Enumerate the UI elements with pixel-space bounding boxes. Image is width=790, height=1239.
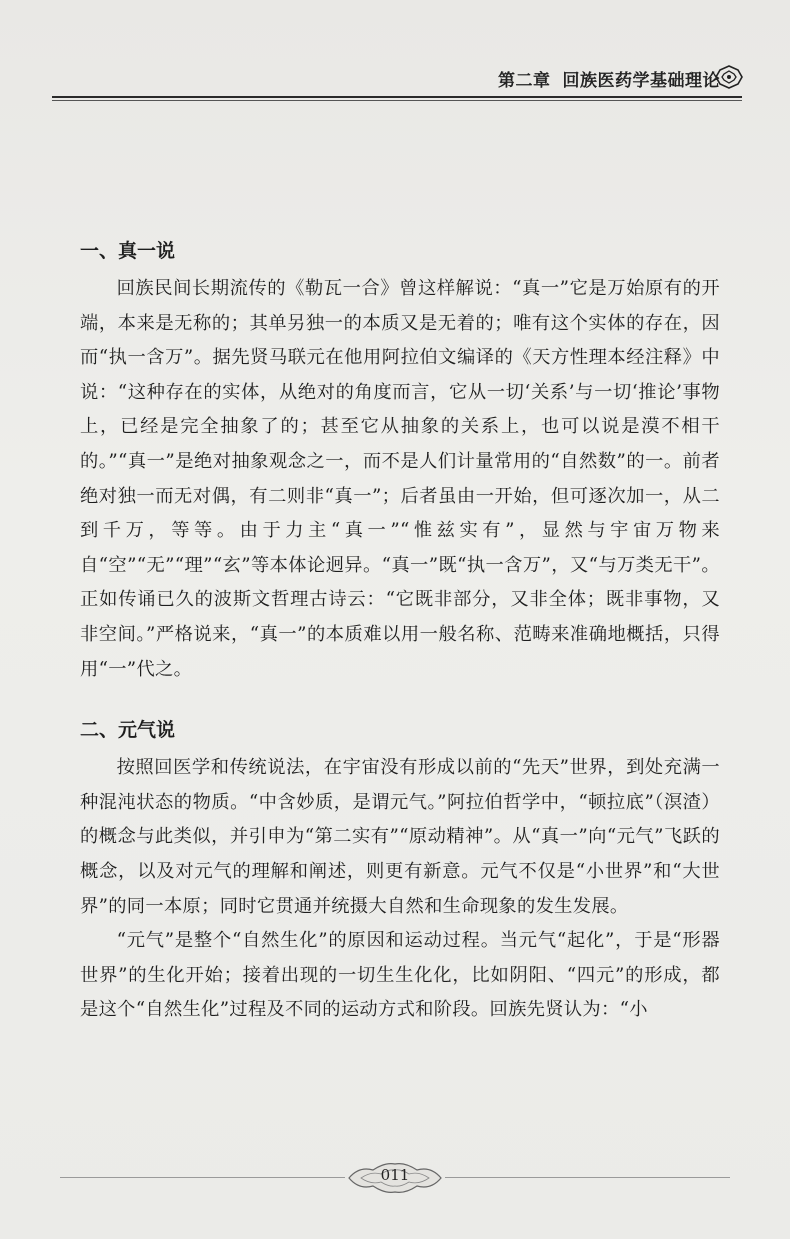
page-number: 011 bbox=[380, 1166, 410, 1184]
paragraph: “元气”是整个“自然生化”的原因和运动过程。当元气“起化”，于是“形器世界”的生化开始；接着出现的一切生生化化，比如阴阳、“四元”的形成，都是这个“自然生化”过程及不同的运动方式和阶段。回族先贤认为：“小 bbox=[80, 930, 720, 1021]
paragraph: 回族民间长期流传的《勒瓦一合》曾这样解说：“真一”它是万始原有的开端，本来是无称的；其单另独一的本质又是无着的；唯有这个实体的存在，因而“执一含万”。据先贤马联元在他用阿拉伯文编译的《天方性理本经注释》中说：“这种存在的实体，从绝对的角度而言，它从一切‘关系’与一切‘推论’事物上，已经是完全抽象了的；甚至它从抽象的关系上，也可以说是漠不相干的。”“真一”是绝对抽象观念之一，而不是人们计量常用的“自然数”的一。前者绝对独一而无对偶，有二则非“真一”；后者虽由一开始，但可逐次加一，从二到千万，等等。由于力主“真一”“惟兹实有”，显然与宇宙万物来自“空”“无”“理”“玄”等本体论迥异。“真一”既“执一含万”，又“与万类无干”。正如传诵已久的波斯文哲理古诗云：“它既非部分，又非全体；既非事物，又非空间。”严格说来，“真一”的本质难以用一般名称、范畴来准确地概括，只得用“一”代之。 bbox=[80, 278, 720, 680]
header-chapter: 第二章 bbox=[498, 71, 551, 91]
header-ornament-icon bbox=[714, 64, 744, 90]
page-footer bbox=[0, 1160, 790, 1200]
page-body bbox=[80, 236, 720, 1028]
header-title bbox=[498, 66, 720, 91]
section-heading: 二、元气说 bbox=[80, 719, 176, 742]
section-zhenyi bbox=[80, 236, 720, 687]
section-yuanqi bbox=[80, 715, 720, 1028]
header-rule bbox=[52, 96, 742, 98]
footer-line-left bbox=[60, 1177, 345, 1178]
header-chapter-title: 回族医药学基础理论 bbox=[562, 71, 720, 91]
header-rule-thin bbox=[52, 100, 742, 101]
paragraph: 按照回医学和传统说法，在宇宙没有形成以前的“先天”世界，到处充满一种混沌状态的物质。“中含妙质，是谓元气。”阿拉伯哲学中，“顿拉底”（溟渣）的概念与此类似，并引申为“第二实有”“原动精神”。从“真一”向“元气”飞跃的概念，以及对元气的理解和阐述，则更有新意。元气不仅是“小世界”和“大世界”的同一本原；同时它贯通并统摄大自然和生命现象的发生发展。 bbox=[80, 757, 720, 917]
section-heading: 一、真一说 bbox=[80, 240, 176, 262]
footer-line-right bbox=[445, 1177, 730, 1178]
running-header bbox=[0, 62, 790, 102]
